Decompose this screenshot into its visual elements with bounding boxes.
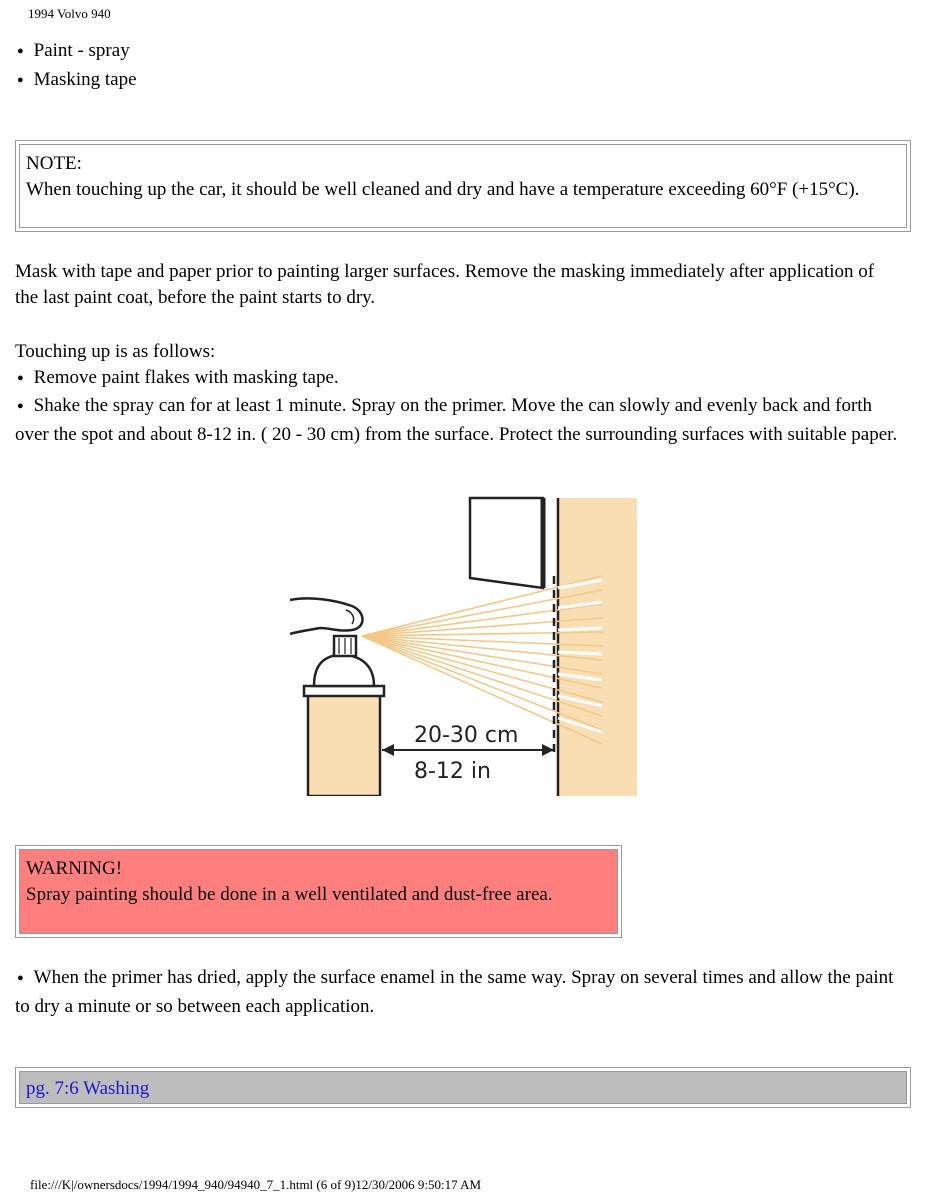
steps-heading: Touching up is as follows: xyxy=(15,341,216,362)
materials-list xyxy=(15,38,137,95)
nav-content xyxy=(19,1071,907,1104)
page-header: 1994 Volvo 940 xyxy=(28,6,111,21)
warning-label: WARNING! xyxy=(26,858,123,879)
next-page-link[interactable]: pg. 7:6 Washing xyxy=(26,1078,150,1099)
step-item: ● Remove paint flakes with masking tape. xyxy=(15,365,910,394)
warning-text: Spray painting should be done in a well ventilated and dust-free area. xyxy=(26,883,553,905)
distance-label-imperial: 8-12 in xyxy=(414,759,491,784)
final-step: ● When the primer has dried, apply the surface enamel in the same way. Spray on several times and allow the paint to dry a minute or so between each application. xyxy=(15,965,895,1019)
footer-path: file:///K|/ownersdocs/1994/1994_940/94940_7_1.html (6 of 9)12/30/2006 9:50:17 AM xyxy=(30,1177,482,1192)
distance-label-metric: 20-30 cm xyxy=(414,723,519,748)
nav-box xyxy=(15,1067,911,1108)
warning-content xyxy=(19,849,618,934)
warning-box xyxy=(15,845,622,938)
note-text: When touching up the car, it should be well cleaned and dry and have a temperature exceeding 60°F (+15°C). xyxy=(26,178,860,200)
steps-section xyxy=(15,339,910,447)
note-box xyxy=(15,140,911,232)
list-item: ● Paint - spray xyxy=(15,38,137,67)
spray-can-illustration xyxy=(290,496,637,796)
note-content xyxy=(19,144,907,228)
intro-paragraph: Mask with tape and paper prior to painting larger surfaces. Remove the masking immediately after application of the last paint coat, before the paint starts to dry. xyxy=(15,261,875,308)
note-label: NOTE: xyxy=(26,153,82,174)
step-item: ● Shake the spray can for at least 1 minute. Spray on the primer. Move the can slowly and evenly back and forth over the spot and about 8-12 in. ( 20 - 30 cm) from the surface. Protect the surrounding surfaces with suitable paper. xyxy=(15,393,910,447)
list-item: ● Masking tape xyxy=(15,67,137,96)
spray-illustration-graphic xyxy=(290,496,637,796)
